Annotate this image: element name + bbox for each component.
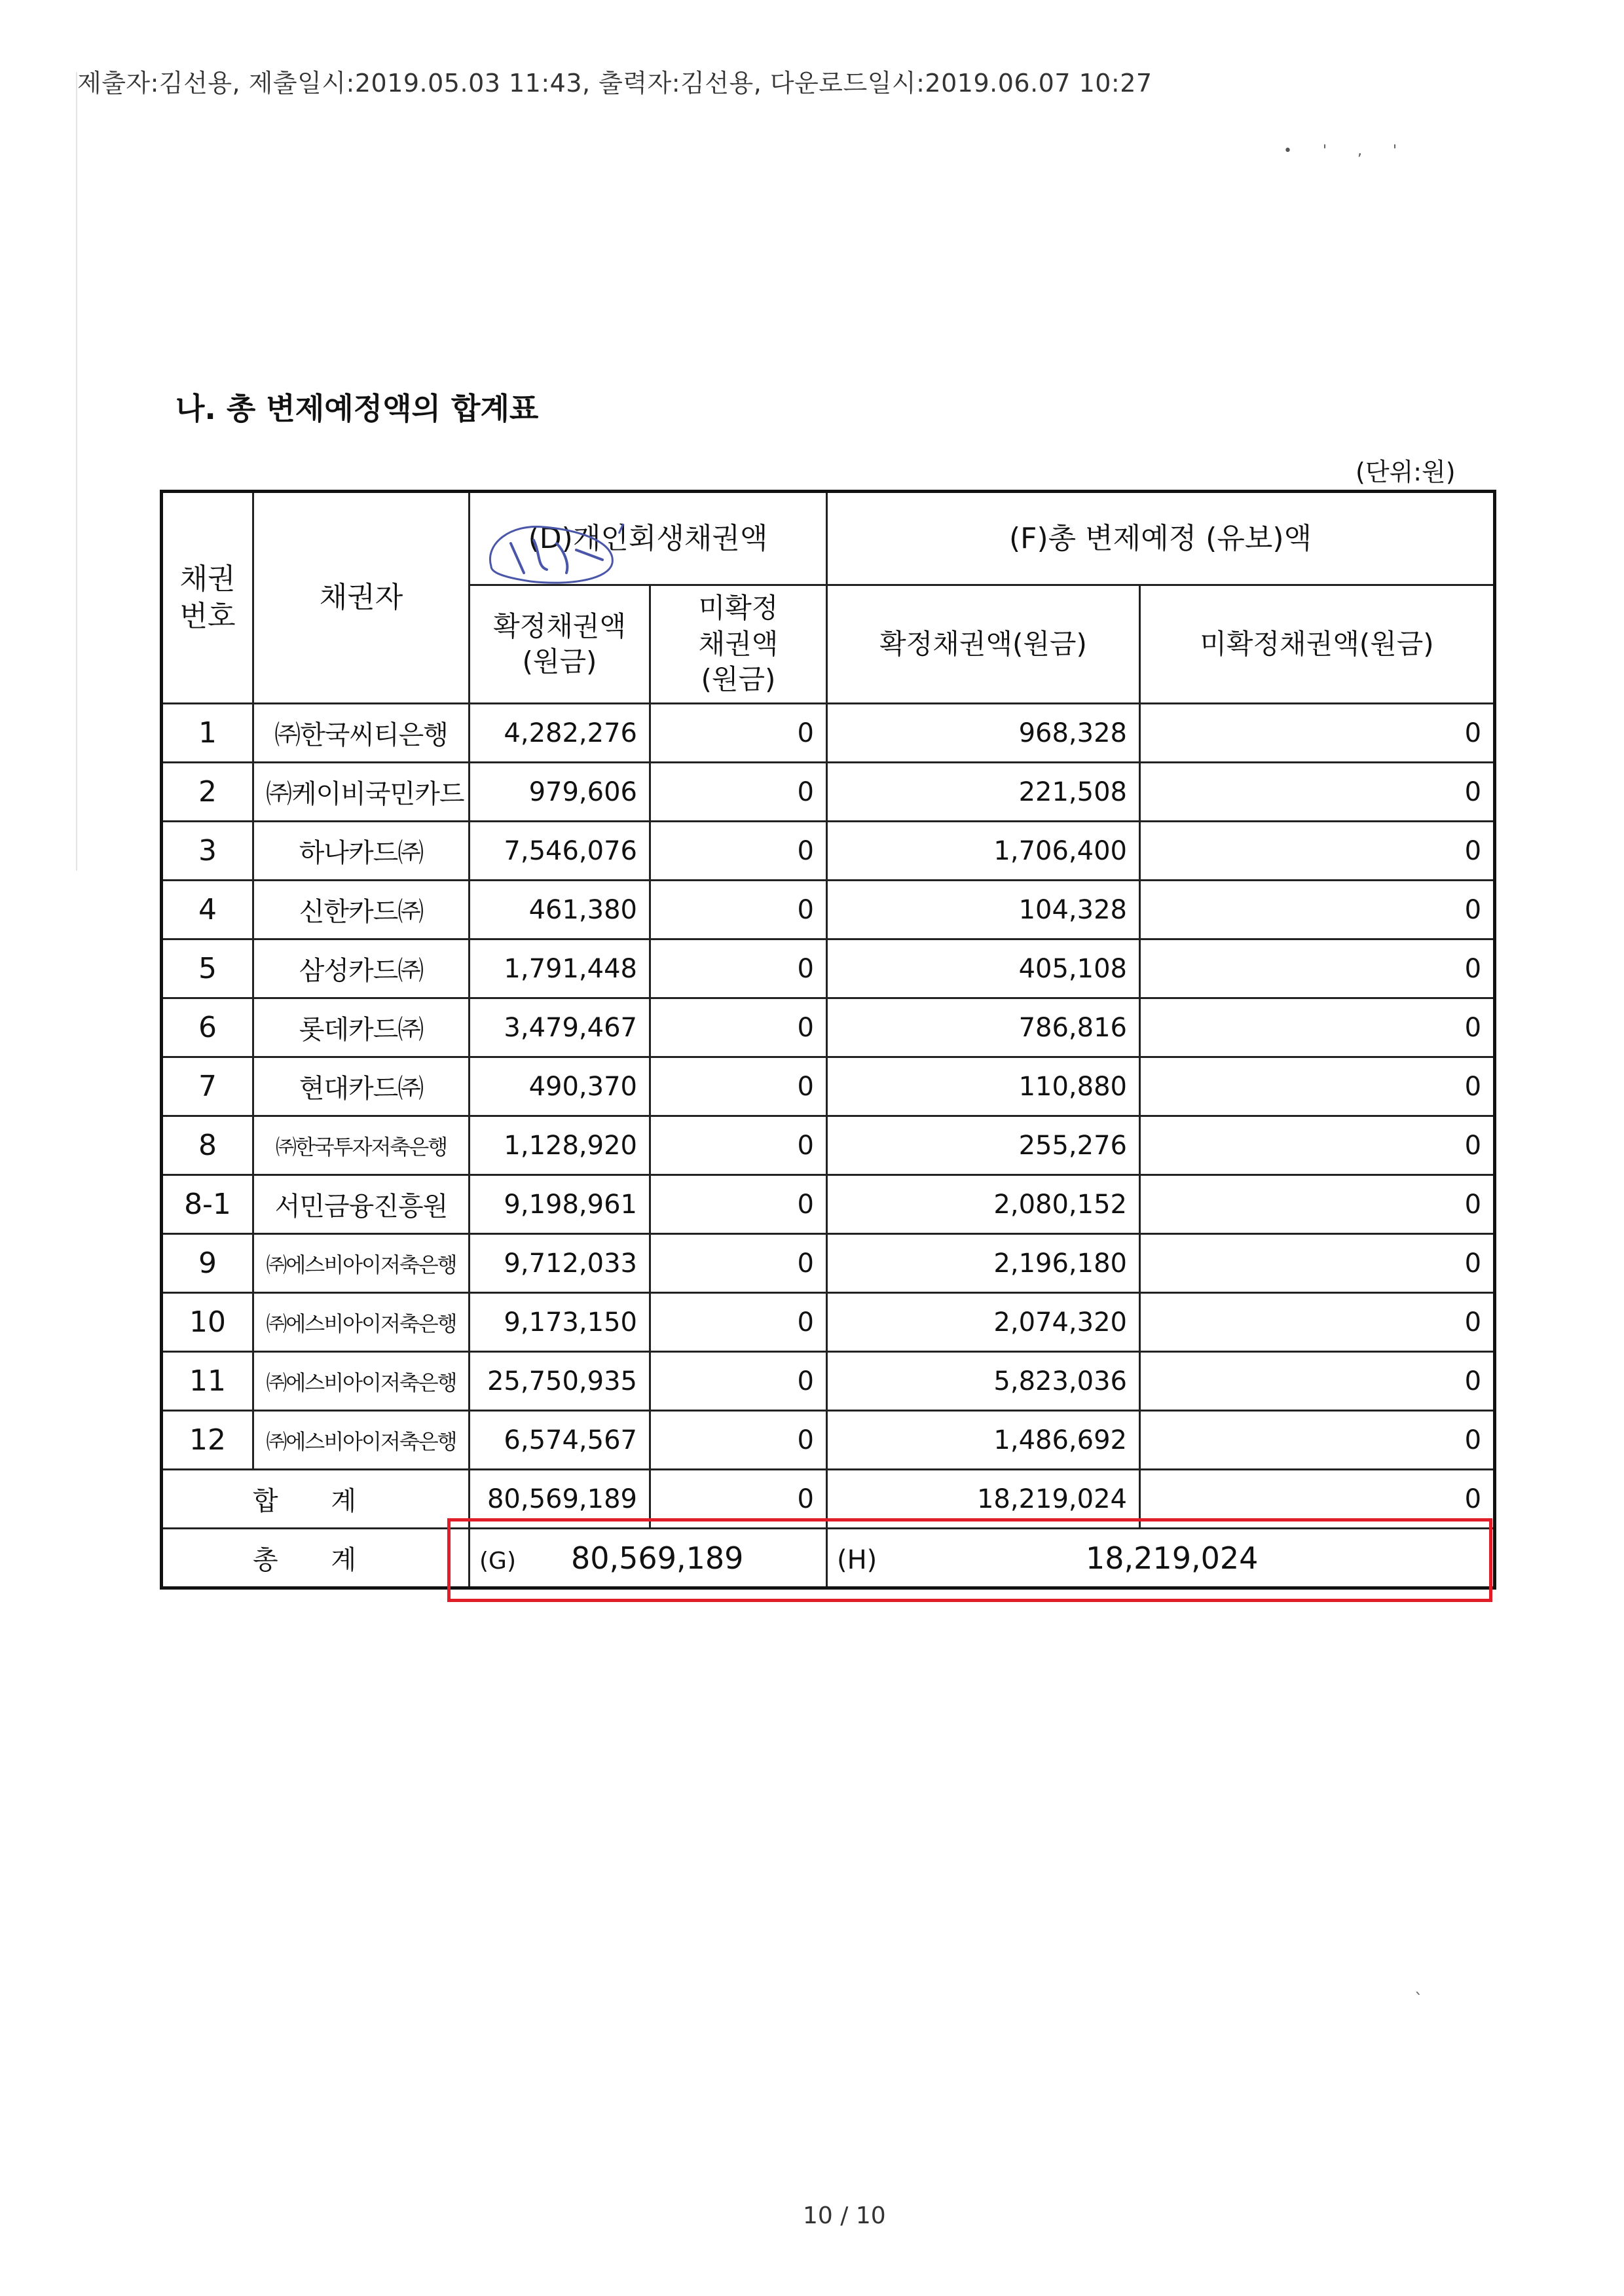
repayment-summary-table (160, 490, 1496, 1590)
claim-no: 8 (162, 1116, 253, 1175)
f-unconfirmed-amount: 0 (1140, 704, 1495, 763)
d-confirmed-amount: 3,479,467 (470, 998, 650, 1057)
claim-no: 11 (162, 1352, 253, 1411)
h-value: 18,219,024 (1086, 1540, 1259, 1576)
g-label: (G) (479, 1547, 516, 1575)
creditor-name: ㈜에스비아이저축은행 (253, 1411, 470, 1470)
submission-meta: 제출자:김선용, 제출일시:2019.05.03 11:43, 출력자:김선용, 다운로드일시:2019.06.07 10:27 (77, 69, 1153, 98)
claim-no: 4 (162, 881, 253, 939)
f-confirmed-amount: 2,080,152 (827, 1175, 1140, 1234)
d-unconfirmed-amount: 0 (650, 1057, 827, 1116)
claim-no: 8-1 (162, 1175, 253, 1234)
f-confirmed-amount: 2,196,180 (827, 1234, 1140, 1293)
highlight-box (447, 1518, 1492, 1602)
g-value: 80,569,189 (571, 1540, 744, 1576)
f-unconfirmed-amount: 0 (1140, 939, 1495, 998)
d-confirmed-amount: 9,712,033 (470, 1234, 650, 1293)
d-confirmed-amount: 7,546,076 (470, 822, 650, 881)
header-row-1 (162, 492, 1495, 585)
f-unconfirmed-amount: 0 (1140, 1352, 1495, 1411)
f-confirmed-amount: 405,108 (827, 939, 1140, 998)
table-row (162, 1116, 1495, 1175)
creditor-name: 하나카드㈜ (253, 822, 470, 881)
subtotal-label: 합 계 (162, 1470, 470, 1529)
d-unconfirmed-amount: 0 (650, 1175, 827, 1234)
f-confirmed-amount: 2,074,320 (827, 1293, 1140, 1352)
table-row (162, 1057, 1495, 1116)
claim-no: 7 (162, 1057, 253, 1116)
table-row (162, 704, 1495, 763)
claim-no: 2 (162, 763, 253, 822)
d-confirmed-amount: 9,173,150 (470, 1293, 650, 1352)
header-claim-no: 채권 번호 (162, 492, 253, 704)
creditor-name: ㈜에스비아이저축은행 (253, 1352, 470, 1411)
f-unconfirmed-amount: 0 (1140, 1057, 1495, 1116)
creditor-name: 신한카드㈜ (253, 881, 470, 939)
d-unconfirmed-amount: 0 (650, 998, 827, 1057)
claim-no: 5 (162, 939, 253, 998)
creditor-name: 롯데카드㈜ (253, 998, 470, 1057)
header-f-confirmed: 확정채권액(원금) (827, 585, 1140, 704)
d-confirmed-amount: 1,128,920 (470, 1116, 650, 1175)
table-row (162, 763, 1495, 822)
d-confirmed-amount: 9,198,961 (470, 1175, 650, 1234)
f-confirmed-amount: 110,880 (827, 1057, 1140, 1116)
creditor-name: ㈜한국씨티은행 (253, 704, 470, 763)
grand-total-label: 총 계 (162, 1529, 470, 1588)
subtotal-d-unconfirmed: 0 (650, 1470, 827, 1529)
subtotal-f-confirmed: 18,219,024 (827, 1470, 1140, 1529)
d-unconfirmed-amount: 0 (650, 704, 827, 763)
header-d-unconfirmed: 미확정 채권액 (원금) (650, 585, 827, 704)
f-confirmed-amount: 221,508 (827, 763, 1140, 822)
d-confirmed-amount: 25,750,935 (470, 1352, 650, 1411)
f-unconfirmed-amount: 0 (1140, 1234, 1495, 1293)
table-row (162, 1293, 1495, 1352)
table-row (162, 939, 1495, 998)
d-unconfirmed-amount: 0 (650, 1116, 827, 1175)
creditor-name: ㈜에스비아이저축은행 (253, 1293, 470, 1352)
claim-no: 12 (162, 1411, 253, 1470)
table-row (162, 998, 1495, 1057)
table-row (162, 822, 1495, 881)
d-unconfirmed-amount: 0 (650, 763, 827, 822)
subtotal-f-unconfirmed: 0 (1140, 1470, 1495, 1529)
header-creditor: 채권자 (253, 492, 470, 704)
d-unconfirmed-amount: 0 (650, 1293, 827, 1352)
f-confirmed-amount: 255,276 (827, 1116, 1140, 1175)
header-d-confirmed: 확정채권액 (원금) (470, 585, 650, 704)
f-unconfirmed-amount: 0 (1140, 822, 1495, 881)
d-unconfirmed-amount: 0 (650, 1411, 827, 1470)
claim-no: 6 (162, 998, 253, 1057)
creditor-name: ㈜한국투자저축은행 (253, 1116, 470, 1175)
d-confirmed-amount: 4,282,276 (470, 704, 650, 763)
d-unconfirmed-amount: 0 (650, 1234, 827, 1293)
f-unconfirmed-amount: 0 (1140, 1175, 1495, 1234)
claim-no: 1 (162, 704, 253, 763)
creditor-name: ㈜에스비아이저축은행 (253, 1234, 470, 1293)
creditor-name: 서민금융진흥원 (253, 1175, 470, 1234)
page-number: 10 / 10 (803, 2202, 886, 2229)
creditor-name: 삼성카드㈜ (253, 939, 470, 998)
f-confirmed-amount: 968,328 (827, 704, 1140, 763)
table-row (162, 1234, 1495, 1293)
table-row (162, 881, 1495, 939)
f-unconfirmed-amount: 0 (1140, 998, 1495, 1057)
scan-mark: • ' , ' (1283, 143, 1411, 159)
f-confirmed-amount: 1,486,692 (827, 1411, 1140, 1470)
d-confirmed-amount: 461,380 (470, 881, 650, 939)
f-confirmed-amount: 1,706,400 (827, 822, 1140, 881)
f-unconfirmed-amount: 0 (1140, 881, 1495, 939)
unit-label: (단위:원) (1356, 458, 1456, 486)
d-unconfirmed-amount: 0 (650, 822, 827, 881)
d-unconfirmed-amount: 0 (650, 939, 827, 998)
f-unconfirmed-amount: 0 (1140, 763, 1495, 822)
table-row (162, 1175, 1495, 1234)
d-confirmed-amount: 979,606 (470, 763, 650, 822)
table-row (162, 1411, 1495, 1470)
d-unconfirmed-amount: 0 (650, 881, 827, 939)
header-f-unconfirmed: 미확정채권액(원금) (1140, 585, 1495, 704)
section-title: 나. 총 변제예정액의 합계표 (175, 391, 539, 426)
h-label: (H) (837, 1544, 877, 1575)
table-row (162, 1352, 1495, 1411)
f-unconfirmed-amount: 0 (1140, 1411, 1495, 1470)
d-confirmed-amount: 490,370 (470, 1057, 650, 1116)
margin-line (76, 72, 77, 871)
f-confirmed-amount: 104,328 (827, 881, 1140, 939)
d-unconfirmed-amount: 0 (650, 1352, 827, 1411)
scan-speck: ` (1414, 1990, 1423, 2010)
claim-no: 9 (162, 1234, 253, 1293)
d-confirmed-amount: 1,791,448 (470, 939, 650, 998)
f-confirmed-amount: 5,823,036 (827, 1352, 1140, 1411)
claim-no: 3 (162, 822, 253, 881)
subtotal-d-confirmed: 80,569,189 (470, 1470, 650, 1529)
creditor-name: 현대카드㈜ (253, 1057, 470, 1116)
f-unconfirmed-amount: 0 (1140, 1116, 1495, 1175)
f-confirmed-amount: 786,816 (827, 998, 1140, 1057)
header-f-group: (F)총 변제예정 (유보)액 (827, 492, 1495, 585)
f-unconfirmed-amount: 0 (1140, 1293, 1495, 1352)
d-confirmed-amount: 6,574,567 (470, 1411, 650, 1470)
header-d-group: (D)개인회생채권액 (470, 492, 827, 585)
creditor-name: ㈜케이비국민카드 (253, 763, 470, 822)
claim-no: 10 (162, 1293, 253, 1352)
